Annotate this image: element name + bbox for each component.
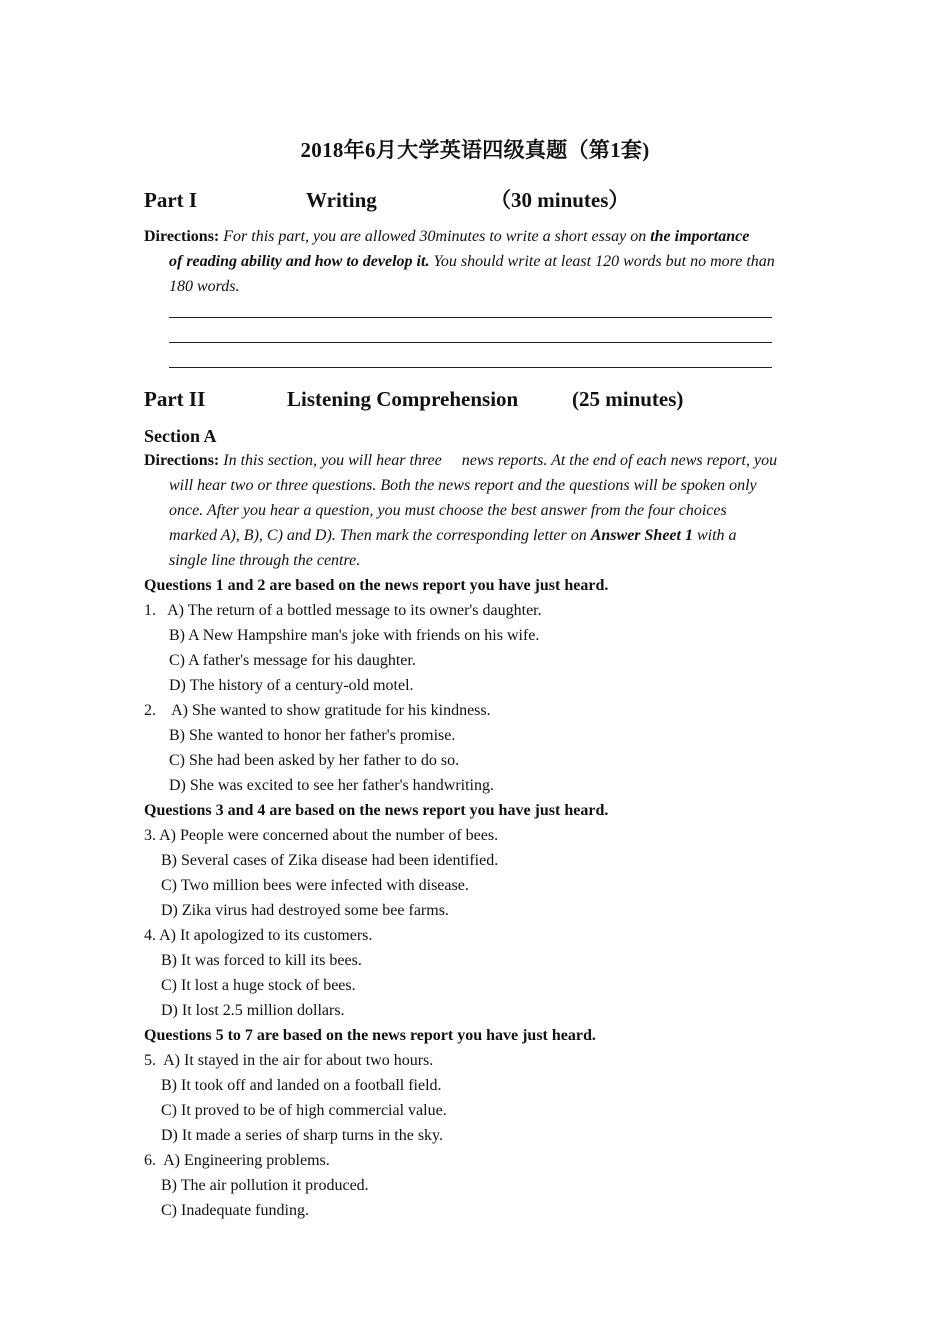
- part2-time: (25 minutes): [572, 387, 684, 411]
- question-option: 3. A) People were concerned about the number of bees.: [144, 827, 499, 844]
- question-option: D) It lost 2.5 million dollars.: [161, 1002, 345, 1019]
- directions-text: marked A), B), C) and D). Then mark the corresponding letter on: [169, 527, 587, 544]
- directions-text: with a: [696, 527, 737, 544]
- question-option: D) She was excited to see her father's handwriting.: [169, 777, 494, 794]
- question-group-heading: Questions 3 and 4 are based on the news report you have just heard.: [144, 802, 609, 819]
- directions-text: In this section, you will hear three news reports. At the end of each news report, you: [223, 452, 778, 469]
- directions-topic: of reading ability and how to develop it.: [169, 253, 430, 270]
- question-option: 4. A) It apologized to its customers.: [144, 927, 373, 944]
- question-option: C) Inadequate funding.: [161, 1202, 309, 1219]
- answer-line: [169, 342, 772, 343]
- question-option: 1. A) The return of a bottled message to its owner's daughter.: [144, 602, 542, 619]
- question-option: C) Two million bees were infected with disease.: [161, 877, 469, 894]
- part1-label: Part I: [144, 188, 198, 212]
- question-option: B) Several cases of Zika disease had been identified.: [161, 852, 499, 869]
- part1-name: Writing: [306, 188, 377, 212]
- question-option: 5. A) It stayed in the air for about two hours.: [144, 1052, 434, 1069]
- question-option: B) She wanted to honor her father's promise.: [169, 727, 456, 744]
- page-title: 2018年6月大学英语四级真题（第1套): [300, 138, 650, 162]
- question-option: C) A father's message for his daughter.: [169, 652, 416, 669]
- directions-text: once. After you hear a question, you must choose the best answer from the four choices: [169, 502, 727, 519]
- question-option: D) It made a series of sharp turns in the sky.: [161, 1127, 443, 1144]
- directions-label: Directions:: [144, 452, 220, 469]
- question-option: 6. A) Engineering problems.: [144, 1152, 330, 1169]
- question-option: D) The history of a century-old motel.: [169, 677, 414, 694]
- directions-text: single line through the centre.: [169, 552, 361, 569]
- part2-label: Part II: [144, 387, 206, 411]
- directions-topic: the importance: [650, 228, 750, 245]
- question-option: D) Zika virus had destroyed some bee farms.: [161, 902, 449, 919]
- directions-text: will hear two or three questions. Both the news report and the questions will be spoken only: [169, 477, 757, 494]
- question-option: 2. A) She wanted to show gratitude for his kindness.: [144, 702, 491, 719]
- question-option: B) It took off and landed on a football field.: [161, 1077, 442, 1094]
- directions-text: You should write at least 120 words but no more than: [433, 253, 775, 270]
- directions-text: For this part, you are allowed 30minutes to write a short essay on: [223, 228, 647, 245]
- question-option: B) A New Hampshire man's joke with friends on his wife.: [169, 627, 540, 644]
- answer-line: [169, 367, 772, 368]
- answer-line: [169, 317, 772, 318]
- part2-name: Listening Comprehension: [287, 387, 519, 411]
- part1-time: （30 minutes）: [490, 188, 630, 212]
- part2-body: [144, 448, 812, 1223]
- answer-sheet-ref: Answer Sheet 1: [590, 527, 693, 544]
- question-group-heading: Questions 5 to 7 are based on the news report you have just heard.: [144, 1027, 596, 1044]
- question-group-heading: Questions 1 and 2 are based on the news report you have just heard.: [144, 577, 609, 594]
- question-option: B) The air pollution it produced.: [161, 1177, 369, 1194]
- question-option: C) It lost a huge stock of bees.: [161, 977, 356, 994]
- directions-label: Directions:: [144, 228, 220, 245]
- directions-text: 180 words.: [169, 278, 240, 295]
- part1-directions: [144, 224, 812, 299]
- section-heading: Section A: [144, 426, 217, 446]
- question-option: C) It proved to be of high commercial value.: [161, 1102, 447, 1119]
- question-option: C) She had been asked by her father to do so.: [169, 752, 460, 769]
- question-option: B) It was forced to kill its bees.: [161, 952, 362, 969]
